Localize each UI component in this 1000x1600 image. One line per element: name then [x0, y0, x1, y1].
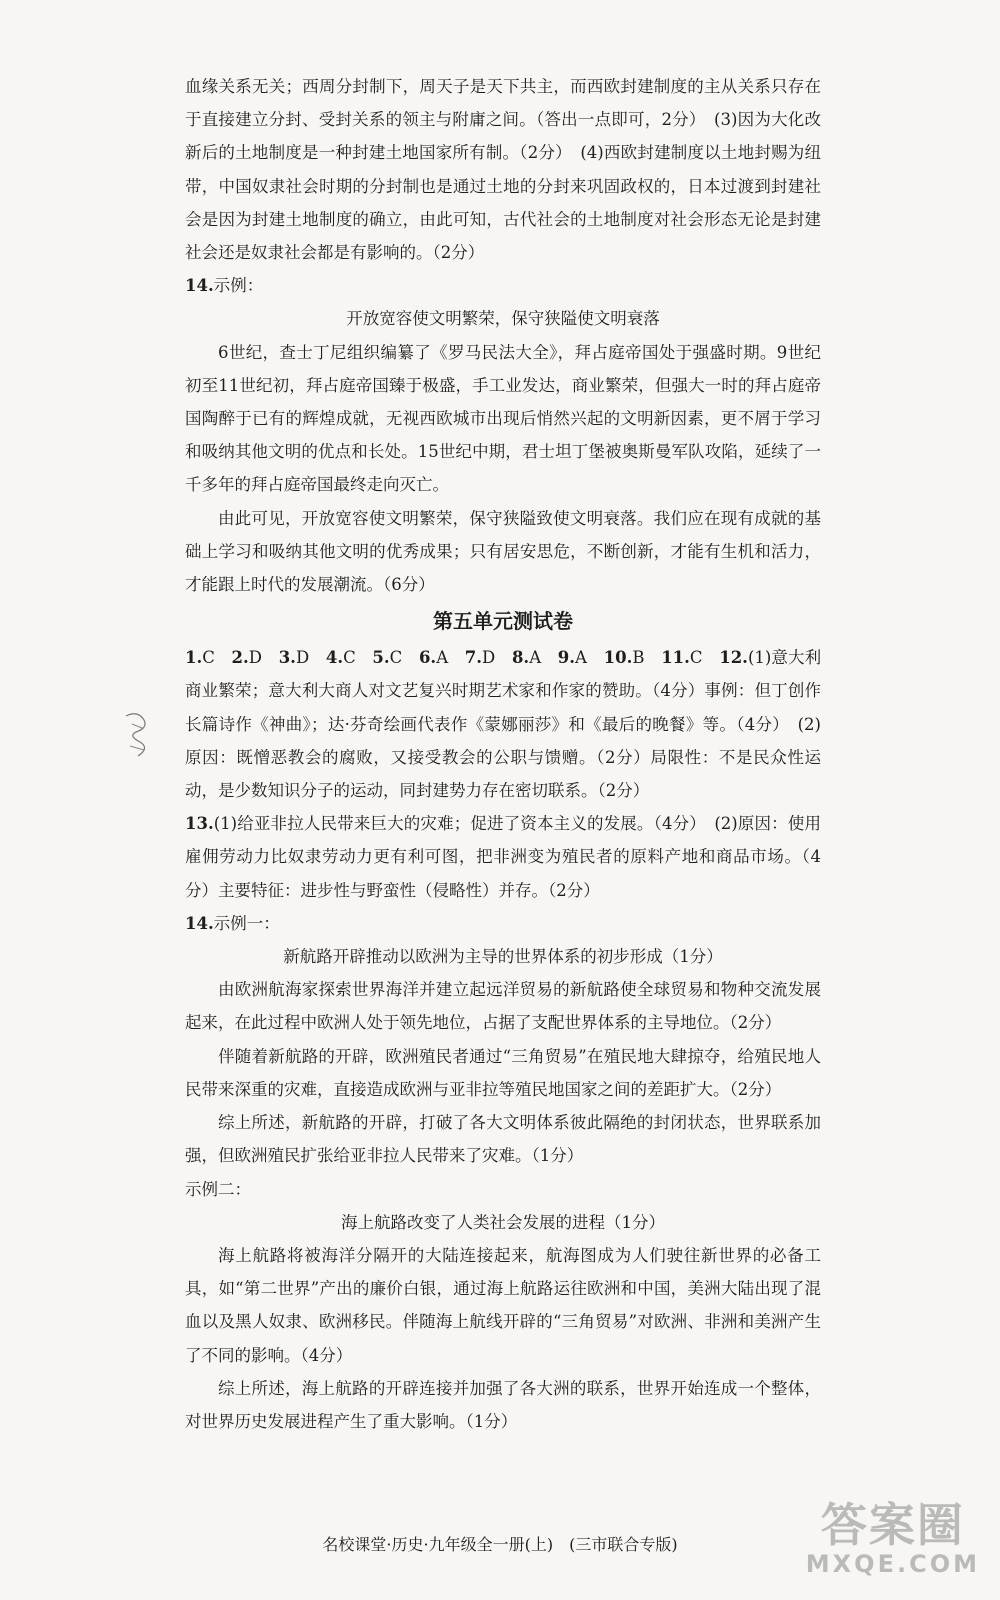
- question-14-header: [185, 269, 821, 302]
- watermark-logo: 答案圈 MXQE.COM: [805, 1498, 980, 1578]
- q13-answer: 13.(1)给亚非拉人民带来巨大的灾难；促进了资本主义的发展。（4分） (2)原因：使用雇佣劳动力比奴隶劳动力更有利可图，把非洲变为殖民者的原料产地和商品市场。（4分）主要特征：进步性与野蛮性（侵略性）并存。（2分）: [185, 814, 821, 900]
- answer-page: [185, 70, 821, 1438]
- margin-scribble: [118, 706, 158, 766]
- q12-answer: (1)意大利商业繁荣；意大利大商人对文艺复兴时期艺术家和作家的赞助。（4分）事例：但丁创作长篇诗作《神曲》；达·芬奇绘画代表作《蒙娜丽莎》和《最后的晚餐》等。（4分） (2)原因：既憎恶教会的腐败，又接受教会的公职与馈赠。（2分）局限性：不是民众性运动，是少数知识分子的运动，同封建势力存在密切联系。（2分）: [185, 648, 822, 801]
- example1-paragraph-1: 由欧洲航海家探索世界海洋并建立起远洋贸易的新航路使全球贸易和物种交流发展起来，在此过程中欧洲人处于领先地位，占据了支配世界体系的主导地位。（2分）: [185, 980, 821, 1033]
- example1-title: 新航路开辟推动以欧洲为主导的世界体系的初步形成（1分）: [283, 947, 723, 967]
- question-number: 12.: [719, 648, 748, 668]
- essay-title: 开放宽容使文明繁荣，保守狭隘使文明衰落: [346, 309, 660, 329]
- example2-label: 示例二：: [185, 1179, 251, 1199]
- example2-title: 海上航路改变了人类社会发展的进程（1分）: [341, 1212, 665, 1232]
- example1-paragraph-2: 伴随着新航路的开辟，欧洲殖民者通过“三角贸易”在殖民地大肆掠夺，给殖民地人民带来深重的灾难，直接造成欧洲与亚非拉等殖民地国家之间的差距扩大。（2分）: [185, 1046, 821, 1099]
- unit-title: 第五单元测试卷: [433, 609, 573, 634]
- example2-paragraph-1: 海上航路将被海洋分隔开的大陆连接起来，航海图成为人们驶往新世界的必备工具，如“第二世界”产出的廉价白银，通过海上航路运往欧洲和中国，美洲大陆出现了混血以及黑人奴隶、欧洲移民。伴随海上航线开辟的“三角贸易”对欧洲、非洲和美洲产生了不同的影响。（4分）: [185, 1245, 821, 1365]
- question-number: 13.: [185, 814, 214, 834]
- example2-paragraph-2: 综上所述，海上航路的开辟连接并加强了各大洲的联系，世界开始连成一个整体，对世界历史发展进程产生了重大影响。（1分）: [185, 1378, 821, 1431]
- essay-paragraph-2: 由此可见，开放宽容使文明繁荣，保守狭隘致使文明衰落。我们应在现有成就的基础上学习和吸纳其他文明的优秀成果；只有居安思危，不断创新，才能有生机和活力，才能跟上时代的发展潮流。（6分）: [185, 508, 821, 595]
- example-label: 示例：: [213, 276, 264, 296]
- example1-paragraph-3: 综上所述，新航路的开辟，打破了各大文明体系彼此隔绝的封闭状态，世界联系加强，但欧洲殖民扩张给亚非拉人民带来了灾难。（1分）: [185, 1113, 821, 1166]
- question-number: 14.: [185, 913, 214, 933]
- mcq-answers: 1.C 2.D 3.D 4.C 5.C 6.A 7.D 8.A 9.A 10.B 11.C 12.(1)意大利商业繁荣；意大利大商人对文艺复兴时期艺术家和作家的赞助。（4分）事例：但丁创作长篇诗作《神曲》；达·芬奇绘画代表作《蒙娜丽莎》和《最后的晚餐》等。（4分） (2)原因：既憎恶教会的腐败，又接受教会的公职与馈赠。（2分）局限性：不是民众性运动，是少数知识分子的运动，同封建势力存在密切联系。（2分）: [185, 648, 822, 801]
- page-footer: 名校课堂·历史·九年级全一册(上) (三市联合专版): [322, 1535, 678, 1554]
- essay-paragraph-1: 6世纪，查士丁尼组织编纂了《罗马民法大全》，拜占庭帝国处于强盛时期。9世纪初至11世纪初，拜占庭帝国臻于极盛，手工业发达，商业繁荣，但强大一时的拜占庭帝国陶醉于已有的辉煌成就，无视西欧城市出现后悄然兴起的文明新因素，更不屑于学习和吸纳其他文明的优点和长处。15世纪中期，君士坦丁堡被奥斯曼军队攻陷，延续了一千多年的拜占庭帝国最终走向灭亡。: [185, 342, 821, 495]
- paragraph-continuation: 血缘关系无关；西周分封制下，周天子是天下共主，而西欧封建制度的主从关系只存在于直接建立分封、受封关系的领主与附庸之间。（答出一点即可，2分） (3)因为大化改新后的土地制度是一种封建土地国家所有制。（2分） (4)西欧封建制度以土地封赐为纽带，中国奴隶社会时期的分封制也是通过土地的分封来巩固政权的，日本过渡到封建社会是因为封建土地制度的确立，由此可知，古代社会的土地制度对社会形态无论是封建社会还是奴隶社会都是有影响的。（2分）: [185, 77, 821, 263]
- question-number: 14.: [185, 276, 214, 296]
- question-14b-header: [185, 907, 821, 940]
- example-label: 示例一：: [213, 913, 280, 933]
